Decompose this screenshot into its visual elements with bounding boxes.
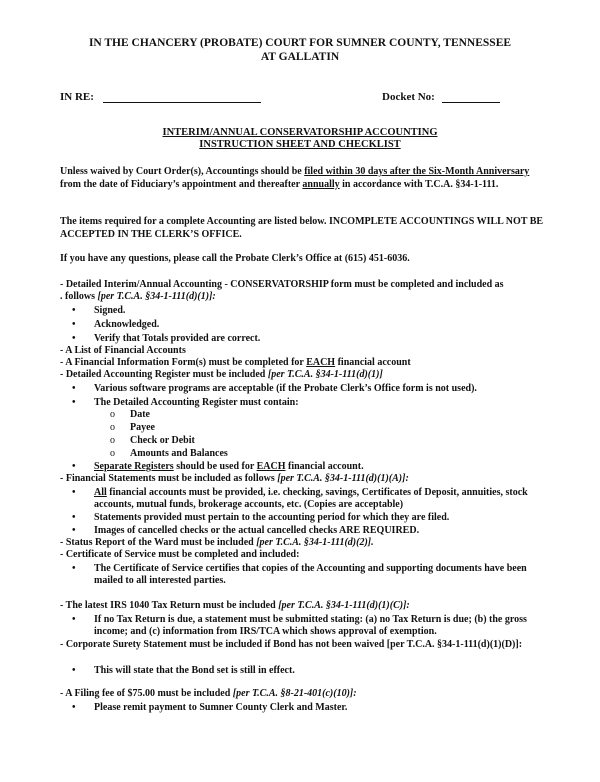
status-report-text: - Status Report of the Ward must be included [60,537,257,548]
item-financial-statements [60,473,409,485]
in-re-label: IN RE: [60,91,94,103]
filing-fee-text: - A Filing fee of $75.00 must be included [60,688,233,699]
list-item-bond: • This will state that the Bond set is still in effect. [94,665,295,677]
item-tax-return [60,600,410,612]
docket-label: Docket No: [382,91,435,103]
court-header [0,36,600,64]
list-item-no-tax-return: • If no Tax Return is due, a statement must be submitted stating: (a) no Tax Return is due; (b) the gross income; and (c) information from IRS/TCA which shows approval of exemption. [94,614,548,638]
follows-text: . follows [60,291,98,302]
item-detailed-accounting-cont [60,291,216,303]
list-item-cancelled-checks: • Images of cancelled checks or the actual cancelled checks ARE REQUIRED. [94,525,419,537]
intro-text-2: from the date of Fiduciary’s appointment and thereafter [60,178,303,190]
sub-item-amounts: o Amounts and Balances [130,448,228,460]
statute-reference: [per T.C.A. §34-1-111(d)(1)]: [97,291,216,302]
statute-reference: [per T.C.A. §8-21-401(c)(10)]: [232,688,357,699]
case-info-row [60,91,540,103]
item-detailed-accounting: - Detailed Interim/Annual Accounting - CONSERVATORSHIP form must be completed and included as [60,279,504,290]
each-text: EACH [306,357,336,368]
sheet-title-line1: INTERIM/ANNUAL CONSERVATORSHIP ACCOUNTING [162,127,438,138]
questions-paragraph: If you have any questions, please call the Probate Clerk’s Office at (615) 451-6036. [60,253,410,264]
list-item-verify: • Verify that Totals provided are correct. [94,333,260,345]
list-item-separate-registers [94,461,364,473]
list-item-all-accounts [94,487,548,511]
court-header-line2: AT GALLATIN [260,51,340,63]
filing-deadline: filed within 30 days after the Six-Month Anniversary [304,166,530,177]
statute-reference: [per T.C.A. §34-1-111(d)(2)]. [256,537,374,548]
tax-return-text: - The latest IRS 1040 Tax Return must be included [60,600,279,611]
annually-text: annually [302,178,340,190]
each-text: EACH [256,461,286,472]
sub-item-check: o Check or Debit [130,435,195,447]
statements-text: - Financial Statements must be included as follows [60,473,278,484]
all-text: All [94,487,107,498]
item-filing-fee [60,688,357,700]
statute-reference: [per T.C.A. §34-1-111(d)(1)(A)]: [277,473,409,484]
financial-info-text-2: financial account [335,357,411,368]
list-item-certificate: • The Certificate of Service certifies that copies of the Accounting and supporting documents have been mailed to all interested parties. [94,563,548,587]
separate-text: should be used for [173,461,257,472]
list-item-register-contents: • The Detailed Accounting Register must contain: [94,397,299,409]
intro-text-3: in accordance with T.C.A. §34-1-111. [339,178,499,190]
statute-reference: [per T.C.A. §34-1-111(d)(1)] [267,369,383,380]
all-accounts-text: financial accounts must be provided, i.e. checking, savings, Certificates of Deposit, annuities, stock accounts, mutual funds, brokerage accounts, etc. (Copies are acceptable) [94,487,528,510]
list-item-software: • Various software programs are acceptable (if the Probate Clerk’s Office form is not used). [94,383,477,395]
list-item-remit-payment: • Please remit payment to Sumner County Clerk and Master. [94,702,347,714]
sheet-title [0,127,600,151]
item-financial-info-form [60,357,411,369]
item-status-report [60,537,374,549]
financial-info-text: - A Financial Information Form(s) must be completed for [60,357,307,368]
list-item-accounting-period: • Statements provided must pertain to the accounting period for which they are filed. [94,512,449,524]
item-certificate-service: - Certificate of Service must be completed and included: [60,549,300,560]
item-accounting-register [60,369,383,381]
separate-registers-text: Separate Registers [94,461,174,472]
item-list-accounts: - A List of Financial Accounts [60,345,186,356]
sheet-title-line2: INSTRUCTION SHEET AND CHECKLIST [199,139,401,150]
separate-text-2: financial account. [285,461,364,472]
item-surety-statement: - Corporate Surety Statement must be included if Bond has not been waived [per T.C.A. §34-1-111(d)(1)(D)]: [60,639,523,650]
list-item-acknowledged: • Acknowledged. [94,319,159,331]
sub-item-date: o Date [130,409,150,421]
list-item-signed: • Signed. [94,305,125,317]
requirements-paragraph: The items required for a complete Accounting are listed below. INCOMPLETE ACCOUNTINGS WILL NOT BE ACCEPTED IN THE CLERK’S OFFICE. [60,216,544,240]
intro-paragraph [60,166,548,191]
sub-item-payee: o Payee [130,422,155,434]
docket-field [442,102,500,103]
in-re-field [103,102,261,103]
intro-text: Unless waived by Court Order(s), Accountings should be [60,166,305,177]
register-text: - Detailed Accounting Register must be included [60,369,268,380]
statute-reference: [per T.C.A. §34-1-111(d)(1)(C)]: [278,600,410,611]
court-header-line1: IN THE CHANCERY (PROBATE) COURT FOR SUMNER COUNTY, TENNESSEE [88,37,512,49]
